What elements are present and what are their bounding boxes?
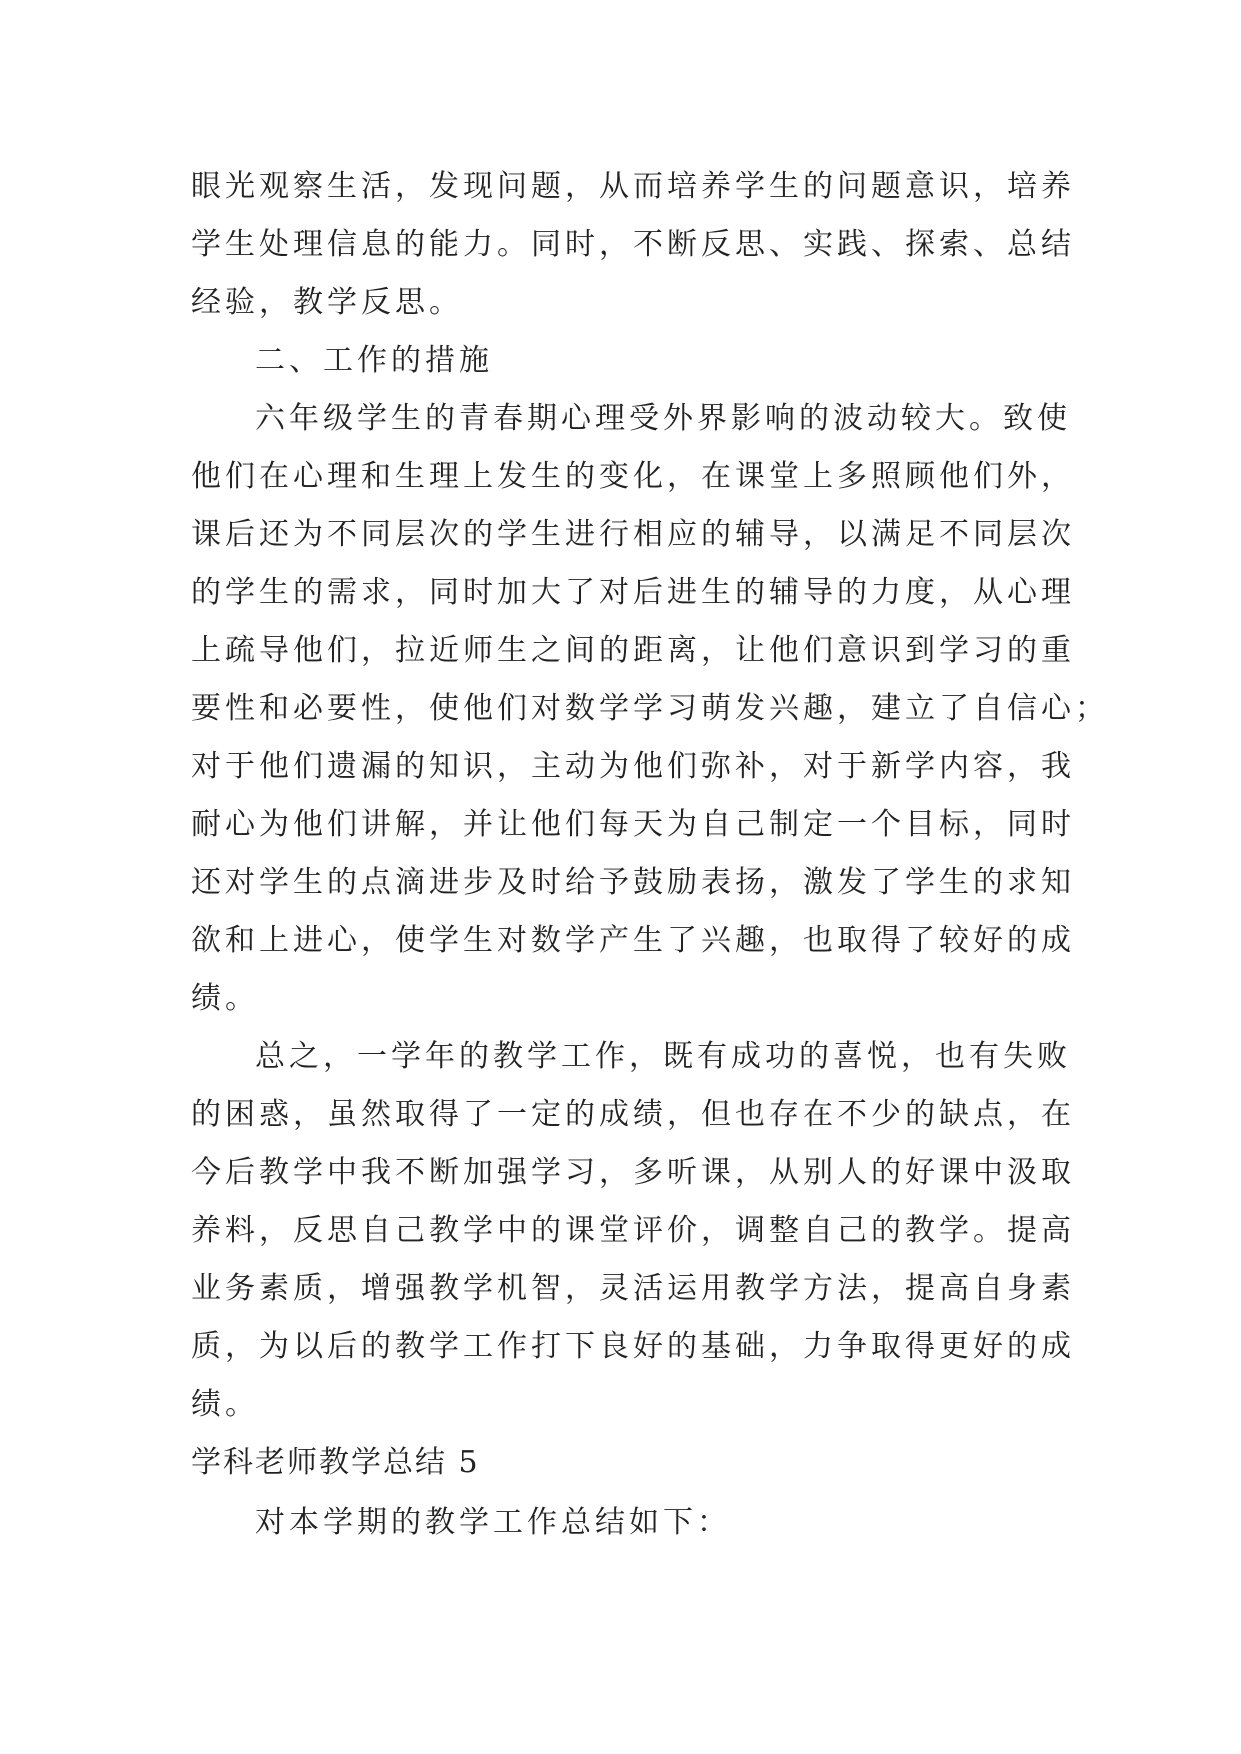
paragraph-line: 要性和必要性，使他们对数学学习萌发兴趣，建立了自信心； (191, 691, 1109, 726)
paragraph-line: 绩。 (191, 1387, 259, 1422)
paragraph-line: 质，为以后的教学工作打下良好的基础，力争取得更好的成 (191, 1329, 1075, 1364)
paragraph-line: 今后教学中我不断加强学习，多听课，从别人的好课中汲取 (191, 1155, 1075, 1190)
paragraph-line: 总之，一学年的教学工作，既有成功的喜悦，也有失败 (255, 1039, 1071, 1074)
paragraph-line: 眼光观察生活，发现问题，从而培养学生的问题意识，培养 (191, 169, 1075, 204)
paragraph-line: 耐心为他们讲解，并让他们每天为自己制定一个目标，同时 (191, 807, 1075, 842)
document-body (191, 158, 1109, 1552)
paragraph-line: 学生处理信息的能力。同时，不断反思、实践、探索、总结 (191, 227, 1075, 262)
paragraph-line: 养料，反思自己教学中的课堂评价，调整自己的教学。提高 (191, 1213, 1075, 1248)
paragraph-line: 上疏导他们，拉近师生之间的距离，让他们意识到学习的重 (191, 633, 1075, 668)
paragraph-line: 的学生的需求，同时加大了对后进生的辅导的力度，从心理 (191, 575, 1075, 610)
paragraph-line: 课后还为不同层次的学生进行相应的辅导，以满足不同层次 (191, 517, 1075, 552)
paragraph-line: 业务素质，增强教学机智，灵活运用教学方法，提高自身素 (191, 1271, 1075, 1306)
paragraph-line: 对本学期的教学工作总结如下： (255, 1505, 731, 1540)
paragraph-line: 对于他们遗漏的知识，主动为他们弥补，对于新学内容，我 (191, 749, 1075, 784)
paragraph-line: 绩。 (191, 981, 259, 1016)
paragraph-line: 欲和上进心，使学生对数学产生了兴趣，也取得了较好的成 (191, 923, 1075, 958)
document-title: 学科老师教学总结 5 (191, 1445, 480, 1480)
paragraph-line: 的困惑，虽然取得了一定的成绩，但也存在不少的缺点，在 (191, 1097, 1075, 1132)
paragraph-line: 经验，教学反思。 (191, 285, 463, 320)
paragraph-line: 还对学生的点滴进步及时给予鼓励表扬，激发了学生的求知 (191, 865, 1075, 900)
paragraph-line: 六年级学生的青春期心理受外界影响的波动较大。致使 (255, 401, 1071, 436)
section-heading: 二、工作的措施 (255, 343, 493, 378)
paragraph-line: 他们在心理和生理上发生的变化，在课堂上多照顾他们外， (191, 459, 1075, 494)
